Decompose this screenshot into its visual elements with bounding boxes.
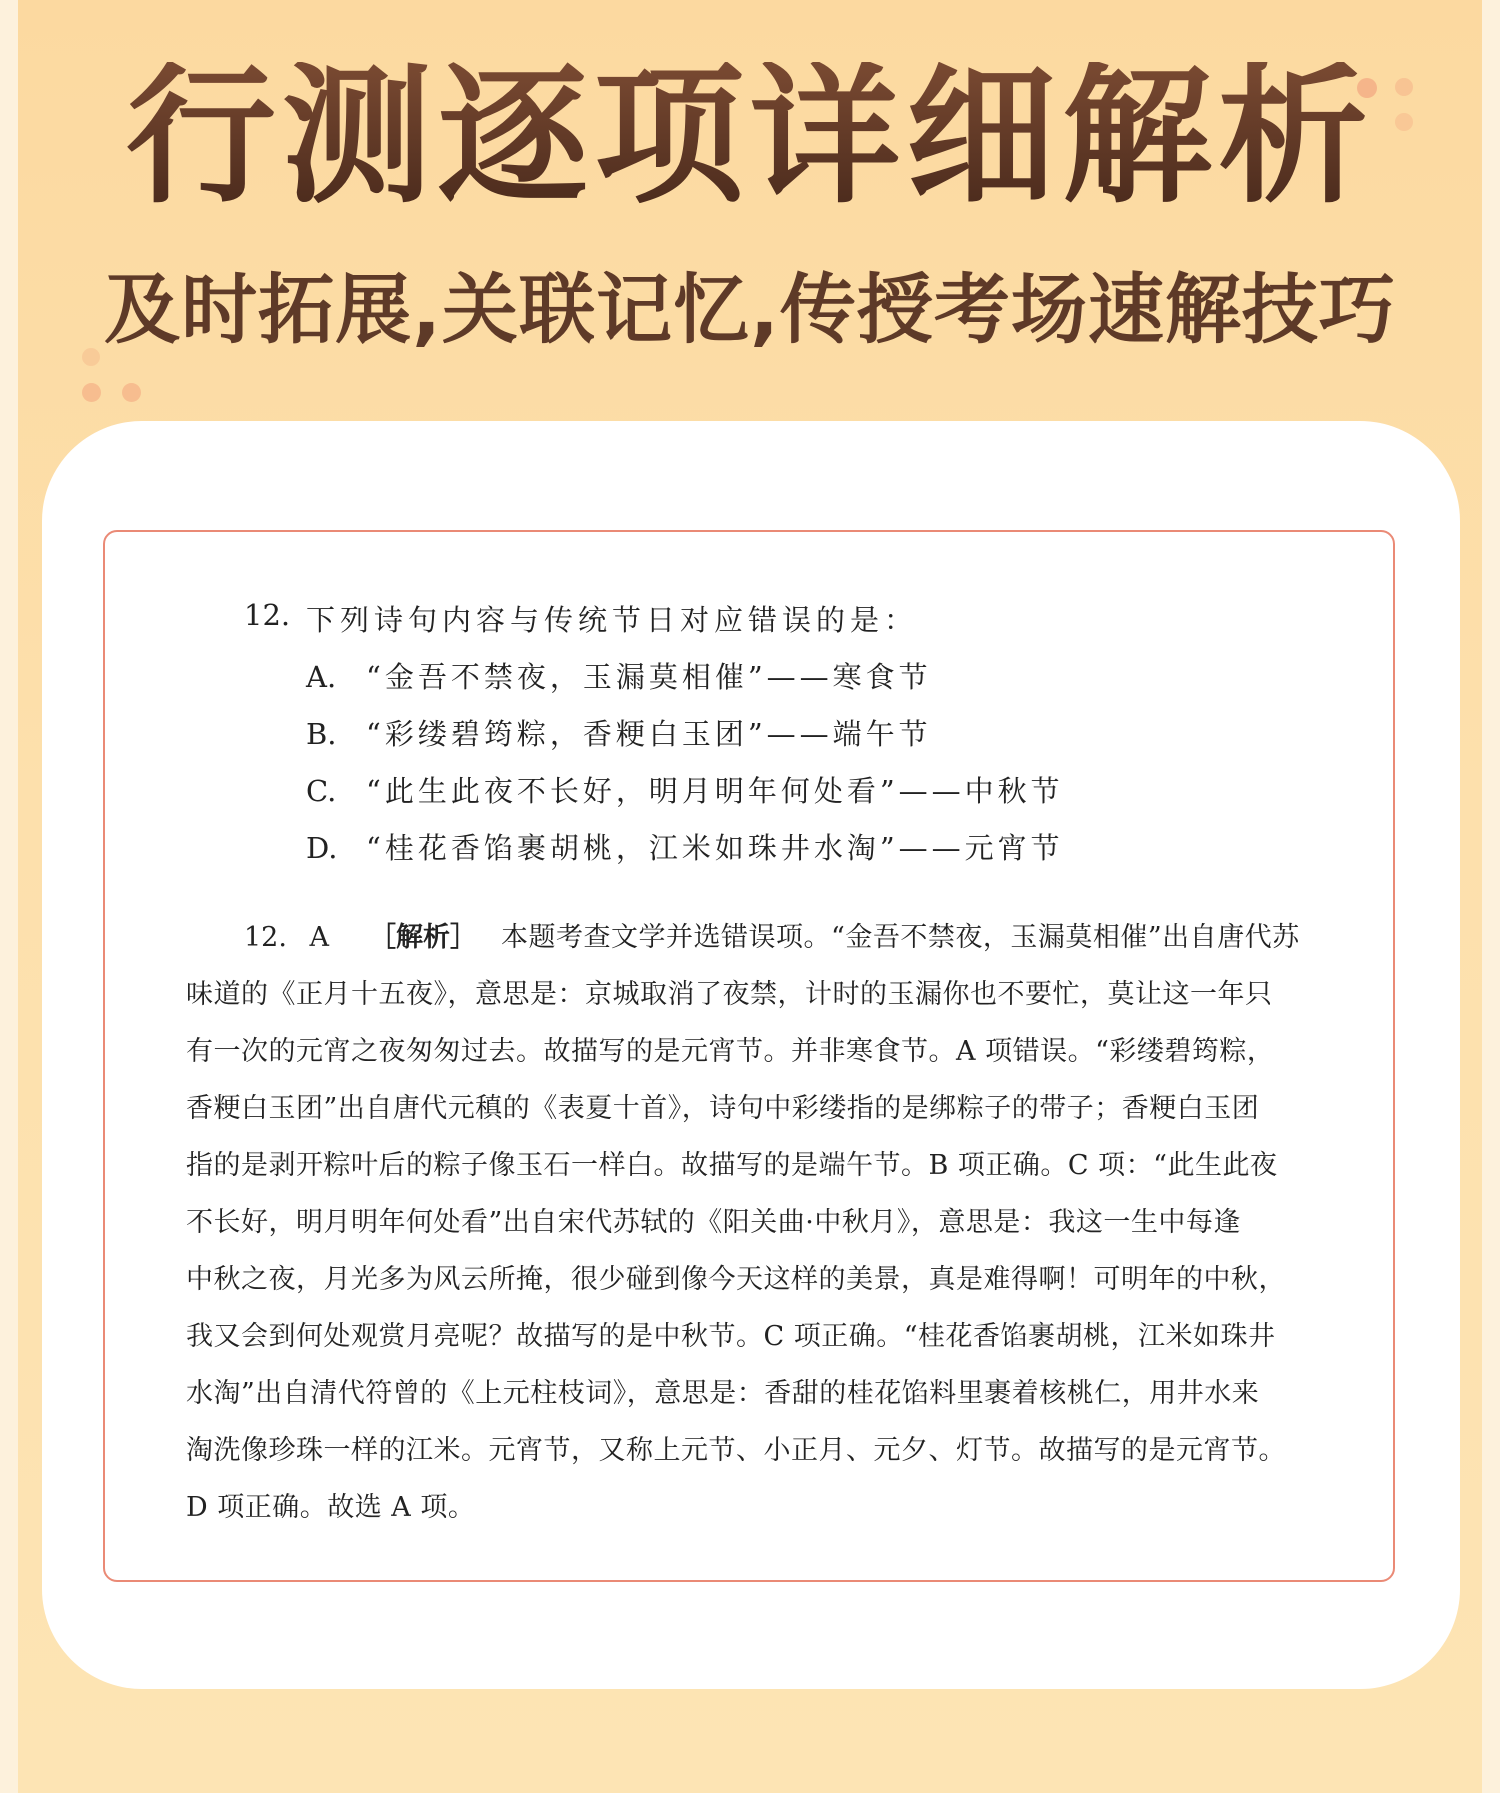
option-text: “桂花香馅裹胡桃，江米如珠井水淘”——元宵节 (366, 831, 1064, 865)
option-text: “金吾不禁夜，玉漏莫相催”——寒食节 (366, 660, 932, 694)
analysis-line: D 项正确。故选 A 项。 (186, 1492, 476, 1523)
option-d (306, 826, 1064, 867)
analysis-line: 淘洗像珍珠一样的江米。元宵节，又称上元节、小正月、元夕、灯节。故描写的是元宵节。 (186, 1435, 1286, 1466)
analysis-line: 中秋之夜，月光多为风云所掩，很少碰到像今天这样的美景，真是难得啊！可明年的中秋， (186, 1264, 1286, 1295)
analysis-tag: ［解析］ (369, 922, 478, 953)
option-a (306, 655, 932, 696)
analysis-line: 我又会到何处观赏月亮呢？故描写的是中秋节。C 项正确。“桂花香馅裹胡桃，江米如珠井 (186, 1321, 1276, 1352)
option-letter: D. (306, 831, 338, 865)
page-subtitle: 及时拓展,关联记忆,传授考场速解技巧 (104, 265, 1396, 354)
answer-header (244, 915, 1300, 954)
analysis-line: 不长好，明月明年何处看”出自宋代苏轼的《阳关曲·中秋月》，意思是：我这一生中每逢 (186, 1207, 1241, 1238)
decorative-dot (122, 383, 141, 402)
answer-number: 12. (244, 922, 287, 953)
question-number: 12. (244, 598, 291, 632)
option-letter: A. (306, 660, 337, 694)
page-title: 行测逐项详细解析 (0, 62, 1500, 212)
option-letter: B. (306, 717, 337, 751)
option-text: “此生此夜不长好，明月明年何处看”——中秋节 (366, 774, 1064, 808)
analysis-line: 水淘”出自清代符曾的《上元柱枝词》，意思是：香甜的桂花馅料里裹着核桃仁，用井水来 (186, 1378, 1260, 1409)
analysis-line: 香粳白玉团”出自唐代元稹的《表夏十首》，诗句中彩缕指的是绑粽子的带子；香粳白玉团 (186, 1093, 1260, 1124)
option-b (306, 712, 932, 753)
analysis-line: 指的是剥开粽叶后的粽子像玉石一样白。故描写的是端午节。B 项正确。C 项：“此生此夜 (186, 1150, 1278, 1181)
decorative-dot (82, 348, 100, 366)
option-c (306, 769, 1064, 810)
option-text: “彩缕碧筠粽，香粳白玉团”——端午节 (366, 717, 932, 751)
option-letter: C. (306, 774, 337, 808)
analysis-first-line: 本题考查文学并选错误项。“金吾不禁夜，玉漏莫相催”出自唐代苏 (501, 922, 1300, 953)
answer-choice: A (309, 922, 330, 953)
analysis-line: 味道的《正月十五夜》，意思是：京城取消了夜禁，计时的玉漏你也不要忙，莫让这一年只 (186, 979, 1273, 1010)
question-stem: 下列诗句内容与传统节日对应错误的是： (306, 603, 919, 637)
decorative-dot (82, 383, 101, 402)
analysis-line: 有一次的元宵之夜匆匆过去。故描写的是元宵节。并非寒食节。A 项错误。“彩缕碧筠粽， (186, 1036, 1275, 1067)
